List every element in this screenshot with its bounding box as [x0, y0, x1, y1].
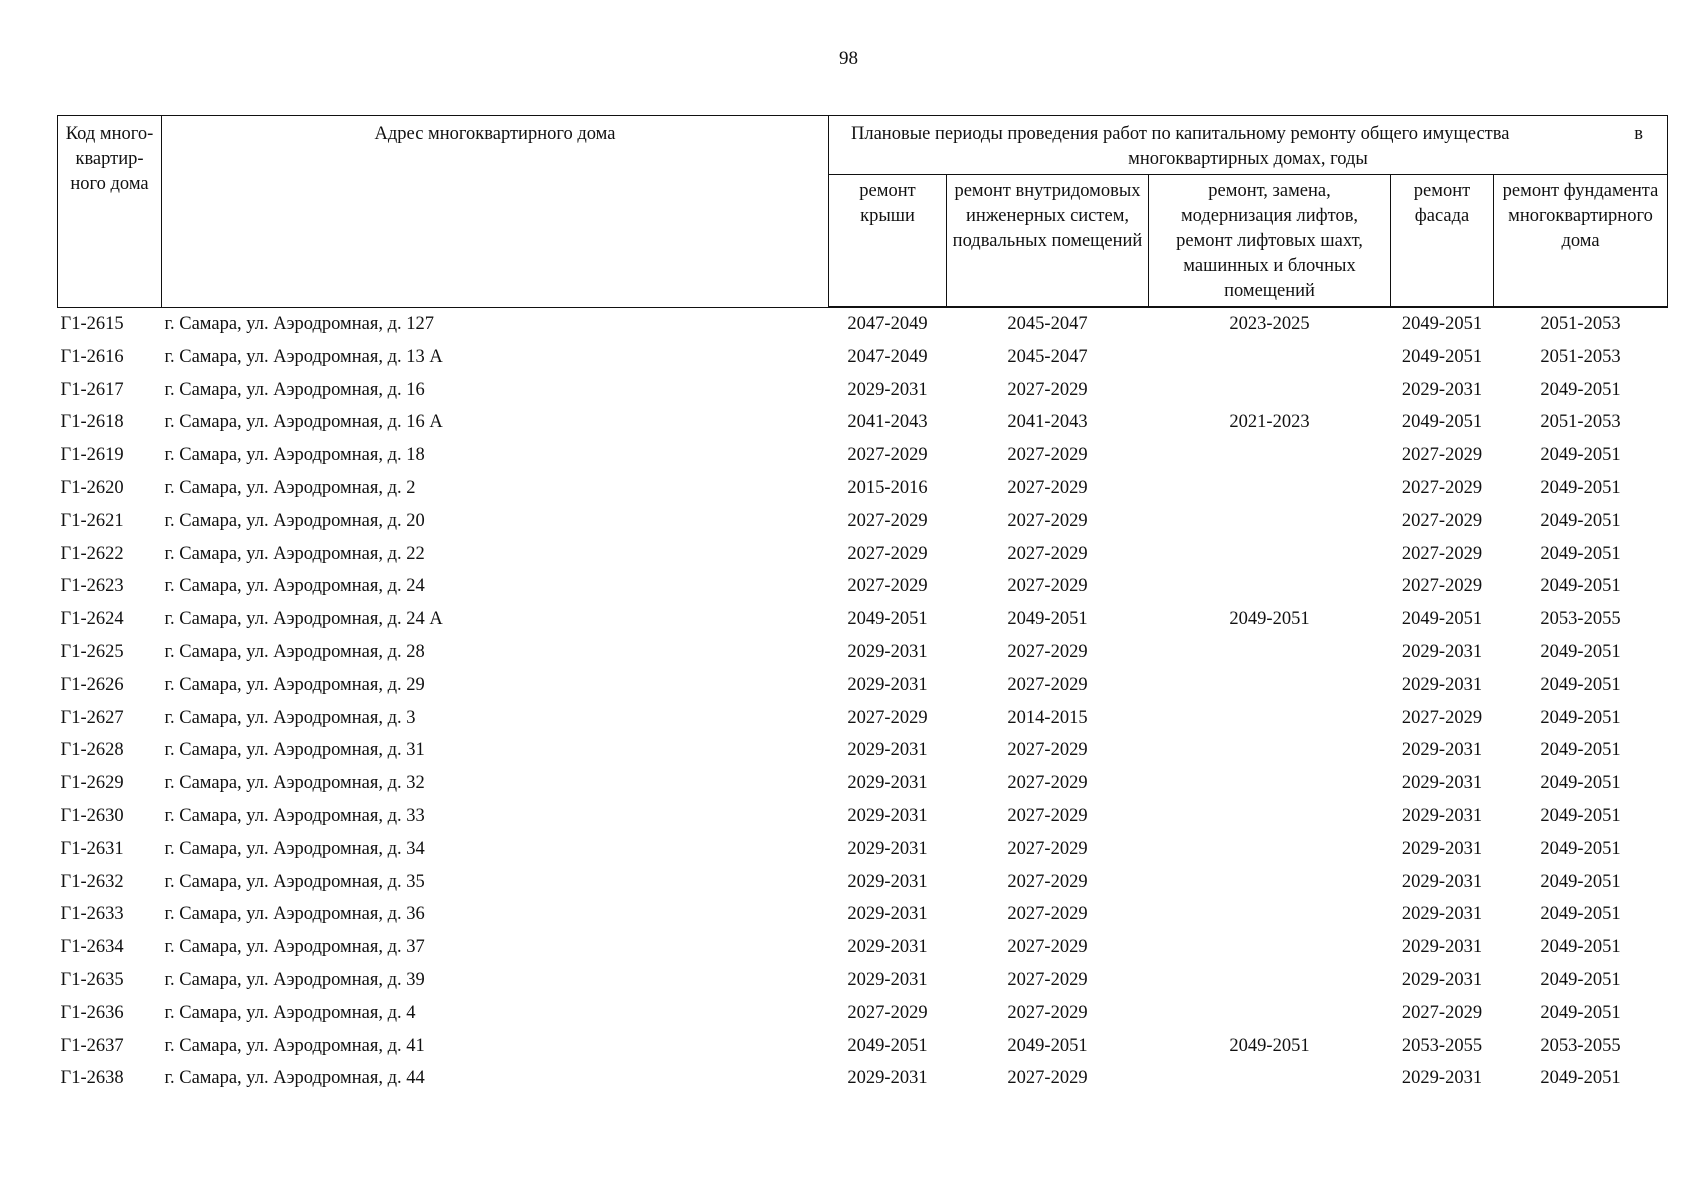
- cell-facade: 2027-2029: [1401, 477, 1483, 498]
- cell-address: г. Самара, ул. Аэродромная, д. 39: [164, 969, 425, 990]
- table-row: [58, 800, 1668, 833]
- cell-roof: 2029-2031: [847, 805, 928, 826]
- cell-foundation: 2051-2053: [1540, 412, 1621, 433]
- cell-engineering: 2045-2047: [1007, 314, 1088, 334]
- table-row: [58, 570, 1668, 603]
- table-row: [58, 538, 1668, 571]
- cell-code: Г1-2625: [60, 641, 124, 662]
- cell-elevators: [1149, 374, 1391, 407]
- cell-elevators: [1149, 800, 1391, 833]
- table-row: [58, 472, 1668, 505]
- cell-elevators: 2021-2023: [1229, 412, 1310, 433]
- cell-address: г. Самара, ул. Аэродромная, д. 3: [164, 707, 416, 728]
- page-number: 98: [839, 48, 858, 69]
- cell-elevators: [1149, 931, 1391, 964]
- table-row: [58, 669, 1668, 702]
- cell-engineering: 2027-2029: [1007, 641, 1088, 662]
- header-planned-periods: [829, 116, 1668, 175]
- table-row: [58, 406, 1668, 439]
- cell-foundation: 2049-2051: [1540, 969, 1621, 990]
- table-row: [58, 374, 1668, 407]
- cell-roof: 2029-2031: [847, 674, 928, 695]
- cell-foundation: 2049-2051: [1540, 904, 1621, 925]
- cell-elevators: [1149, 898, 1391, 931]
- cell-engineering: 2027-2029: [1007, 1002, 1088, 1023]
- cell-foundation: 2051-2053: [1540, 346, 1621, 367]
- cell-address: г. Самара, ул. Аэродромная, д. 44: [164, 1068, 425, 1089]
- table-row: [58, 1062, 1668, 1095]
- table-row: [58, 439, 1668, 472]
- cell-code: Г1-2632: [60, 871, 124, 892]
- cell-address: г. Самара, ул. Аэродромная, д. 32: [164, 773, 425, 794]
- cell-foundation: 2049-2051: [1540, 1068, 1621, 1089]
- cell-facade: 2027-2029: [1401, 543, 1483, 564]
- header-code: Код много-квартир-ного дома: [58, 116, 162, 308]
- table-row: [58, 898, 1668, 931]
- cell-code: Г1-2630: [60, 805, 124, 826]
- cell-engineering: 2049-2051: [1007, 609, 1088, 630]
- cell-roof: 2047-2049: [847, 346, 928, 367]
- cell-facade: 2029-2031: [1401, 773, 1483, 794]
- cell-code: Г1-2618: [60, 412, 124, 433]
- table-row: [58, 997, 1668, 1030]
- table-row: [58, 702, 1668, 735]
- cell-engineering: 2027-2029: [1007, 1068, 1088, 1089]
- repair-schedule-table: [57, 115, 1668, 1095]
- cell-facade: 2027-2029: [1401, 445, 1483, 466]
- cell-roof: 2027-2029: [847, 707, 928, 728]
- cell-foundation: 2049-2051: [1540, 937, 1621, 958]
- cell-facade: 2049-2051: [1401, 346, 1483, 367]
- table-row: [58, 505, 1668, 538]
- cell-code: Г1-2615: [60, 313, 124, 334]
- cell-foundation: 2049-2051: [1540, 707, 1621, 728]
- header-periods-text-years: многоквартирных домах, годы: [1128, 149, 1368, 169]
- cell-roof: 2029-2031: [847, 379, 928, 400]
- cell-elevators: [1149, 833, 1391, 866]
- cell-roof: 2041-2043: [847, 412, 928, 433]
- cell-elevators: 2049-2051: [1229, 1035, 1310, 1056]
- cell-code: Г1-2638: [60, 1068, 124, 1089]
- cell-facade: 2027-2029: [1401, 576, 1483, 597]
- cell-engineering: 2027-2029: [1007, 510, 1088, 531]
- cell-roof: 2027-2029: [847, 510, 928, 531]
- cell-facade: 2029-2031: [1401, 1068, 1483, 1089]
- cell-address: г. Самара, ул. Аэродромная, д. 13 А: [164, 346, 443, 367]
- cell-facade: 2049-2051: [1401, 412, 1483, 433]
- cell-foundation: 2049-2051: [1540, 871, 1621, 892]
- cell-engineering: 2027-2029: [1007, 477, 1088, 498]
- cell-address: г. Самара, ул. Аэродромная, д. 24 А: [164, 609, 443, 630]
- cell-foundation: 2049-2051: [1540, 477, 1621, 498]
- cell-roof: 2029-2031: [847, 969, 928, 990]
- cell-foundation: 2049-2051: [1540, 740, 1621, 761]
- cell-foundation: 2049-2051: [1540, 379, 1621, 400]
- header-foundation: ремонт фундамента многоквартирного дома: [1494, 175, 1668, 308]
- table-row: [58, 1030, 1668, 1063]
- cell-address: г. Самара, ул. Аэродромная, д. 41: [164, 1035, 425, 1056]
- cell-address: г. Самара, ул. Аэродромная, д. 31: [164, 740, 425, 761]
- cell-address: г. Самара, ул. Аэродромная, д. 36: [164, 904, 425, 925]
- cell-elevators: [1149, 505, 1391, 538]
- table-row: [58, 833, 1668, 866]
- cell-foundation: 2049-2051: [1540, 773, 1621, 794]
- cell-code: Г1-2620: [60, 477, 124, 498]
- cell-elevators: [1149, 636, 1391, 669]
- cell-foundation: 2049-2051: [1540, 576, 1621, 597]
- table-row: [58, 341, 1668, 374]
- cell-elevators: [1149, 669, 1391, 702]
- cell-elevators: [1149, 341, 1391, 374]
- table-row: [58, 964, 1668, 997]
- cell-address: г. Самара, ул. Аэродромная, д. 16: [164, 379, 425, 400]
- cell-foundation: 2049-2051: [1540, 805, 1621, 826]
- cell-elevators: [1149, 570, 1391, 603]
- cell-address: г. Самара, ул. Аэродромная, д. 22: [164, 543, 425, 564]
- header-address: Адрес многоквартирного дома: [162, 116, 829, 308]
- cell-foundation: 2053-2055: [1540, 609, 1621, 630]
- cell-facade: 2029-2031: [1401, 904, 1483, 925]
- cell-code: Г1-2626: [60, 674, 124, 695]
- cell-foundation: 2049-2051: [1540, 1002, 1621, 1023]
- cell-facade: 2049-2051: [1401, 314, 1483, 334]
- cell-engineering: 2045-2047: [1007, 346, 1088, 367]
- cell-engineering: 2027-2029: [1007, 445, 1088, 466]
- cell-roof: 2029-2031: [847, 1068, 928, 1089]
- cell-facade: 2029-2031: [1401, 740, 1483, 761]
- table-row: [58, 603, 1668, 636]
- cell-address: г. Самара, ул. Аэродромная, д. 18: [164, 445, 425, 466]
- cell-engineering: 2027-2029: [1007, 576, 1088, 597]
- cell-code: Г1-2623: [60, 576, 124, 597]
- table-row: [58, 307, 1668, 341]
- cell-address: г. Самара, ул. Аэродромная, д. 37: [164, 937, 425, 958]
- cell-engineering: 2041-2043: [1007, 412, 1088, 433]
- cell-roof: 2029-2031: [847, 937, 928, 958]
- cell-elevators: [1149, 767, 1391, 800]
- cell-roof: 2029-2031: [847, 838, 928, 859]
- cell-address: г. Самара, ул. Аэродромная, д. 127: [164, 313, 435, 334]
- cell-roof: 2029-2031: [847, 740, 928, 761]
- cell-elevators: [1149, 997, 1391, 1030]
- cell-engineering: 2027-2029: [1007, 969, 1088, 990]
- cell-facade: 2029-2031: [1401, 379, 1483, 400]
- cell-facade: 2027-2029: [1401, 1002, 1483, 1023]
- cell-code: Г1-2621: [60, 510, 124, 531]
- cell-facade: 2027-2029: [1401, 510, 1483, 531]
- cell-engineering: 2027-2029: [1007, 773, 1088, 794]
- cell-roof: 2027-2029: [847, 1002, 928, 1023]
- cell-roof: 2029-2031: [847, 871, 928, 892]
- cell-address: г. Самара, ул. Аэродромная, д. 4: [164, 1002, 416, 1023]
- cell-foundation: 2051-2053: [1540, 314, 1621, 334]
- cell-elevators: [1149, 472, 1391, 505]
- cell-roof: 2027-2029: [847, 543, 928, 564]
- header-periods-text-v: в: [1634, 124, 1643, 144]
- cell-address: г. Самара, ул. Аэродромная, д. 2: [164, 477, 416, 498]
- cell-facade: 2049-2051: [1401, 609, 1483, 630]
- cell-engineering: 2027-2029: [1007, 805, 1088, 826]
- cell-engineering: 2027-2029: [1007, 904, 1088, 925]
- cell-elevators: [1149, 964, 1391, 997]
- cell-foundation: 2049-2051: [1540, 510, 1621, 531]
- cell-facade: 2029-2031: [1401, 805, 1483, 826]
- cell-foundation: 2049-2051: [1540, 543, 1621, 564]
- cell-facade: 2029-2031: [1401, 937, 1483, 958]
- cell-roof: 2049-2051: [847, 609, 928, 630]
- cell-foundation: 2049-2051: [1540, 445, 1621, 466]
- cell-code: Г1-2637: [60, 1035, 124, 1056]
- table-row: [58, 866, 1668, 899]
- cell-elevators: [1149, 702, 1391, 735]
- cell-facade: 2027-2029: [1401, 707, 1483, 728]
- cell-foundation: 2049-2051: [1540, 838, 1621, 859]
- cell-roof: 2049-2051: [847, 1035, 928, 1056]
- cell-address: г. Самара, ул. Аэродромная, д. 35: [164, 871, 425, 892]
- cell-roof: 2029-2031: [847, 773, 928, 794]
- cell-engineering: 2027-2029: [1007, 379, 1088, 400]
- cell-roof: 2027-2029: [847, 576, 928, 597]
- cell-address: г. Самара, ул. Аэродромная, д. 20: [164, 510, 425, 531]
- cell-facade: 2029-2031: [1401, 674, 1483, 695]
- cell-roof: 2029-2031: [847, 904, 928, 925]
- cell-elevators: 2049-2051: [1229, 609, 1310, 630]
- cell-code: Г1-2634: [60, 937, 124, 958]
- table-row: [58, 931, 1668, 964]
- cell-engineering: 2027-2029: [1007, 871, 1088, 892]
- cell-elevators: [1149, 734, 1391, 767]
- cell-address: г. Самара, ул. Аэродромная, д. 28: [164, 641, 425, 662]
- cell-facade: 2029-2031: [1401, 969, 1483, 990]
- cell-code: Г1-2627: [60, 707, 124, 728]
- cell-engineering: 2027-2029: [1007, 937, 1088, 958]
- cell-code: Г1-2616: [60, 346, 124, 367]
- cell-code: Г1-2628: [60, 740, 124, 761]
- header-facade: ремонт фасада: [1391, 175, 1494, 308]
- header-roof: ремонт крыши: [829, 175, 947, 308]
- cell-address: г. Самара, ул. Аэродромная, д. 24: [164, 576, 425, 597]
- cell-engineering: 2027-2029: [1007, 543, 1088, 564]
- cell-code: Г1-2619: [60, 445, 124, 466]
- cell-facade: 2029-2031: [1401, 838, 1483, 859]
- cell-code: Г1-2636: [60, 1002, 124, 1023]
- cell-engineering: 2027-2029: [1007, 838, 1088, 859]
- cell-address: г. Самара, ул. Аэродромная, д. 29: [164, 674, 425, 695]
- cell-address: г. Самара, ул. Аэродромная, д. 34: [164, 838, 425, 859]
- table-row: [58, 767, 1668, 800]
- cell-elevators: [1149, 439, 1391, 472]
- cell-roof: 2029-2031: [847, 641, 928, 662]
- cell-facade: 2029-2031: [1401, 871, 1483, 892]
- cell-roof: 2047-2049: [847, 314, 928, 334]
- cell-roof: 2015-2016: [847, 477, 928, 498]
- cell-code: Г1-2631: [60, 838, 124, 859]
- table-body: [58, 307, 1668, 1095]
- cell-facade: 2053-2055: [1401, 1035, 1483, 1056]
- cell-address: г. Самара, ул. Аэродромная, д. 33: [164, 805, 425, 826]
- header-elevators: ремонт, замена, модернизация лифтов, ремонт лифтовых шахт, машинных и блочных помещений: [1149, 175, 1391, 308]
- cell-code: Г1-2629: [60, 773, 124, 794]
- table-header: [58, 116, 1668, 308]
- cell-code: Г1-2622: [60, 543, 124, 564]
- cell-engineering: 2027-2029: [1007, 740, 1088, 761]
- cell-facade: 2029-2031: [1401, 641, 1483, 662]
- cell-roof: 2027-2029: [847, 445, 928, 466]
- cell-elevators: [1149, 1062, 1391, 1095]
- cell-elevators: 2023-2025: [1229, 314, 1310, 334]
- cell-foundation: 2053-2055: [1540, 1035, 1621, 1056]
- cell-code: Г1-2617: [60, 379, 124, 400]
- cell-foundation: 2049-2051: [1540, 641, 1621, 662]
- table-row: [58, 636, 1668, 669]
- cell-engineering: 2049-2051: [1007, 1035, 1088, 1056]
- cell-foundation: 2049-2051: [1540, 674, 1621, 695]
- cell-code: Г1-2633: [60, 904, 124, 925]
- cell-elevators: [1149, 538, 1391, 571]
- header-periods-text: Плановые периоды проведения работ по капитальному ремонту общего имущества: [851, 124, 1510, 144]
- cell-address: г. Самара, ул. Аэродромная, д. 16 А: [164, 412, 443, 433]
- cell-engineering: 2027-2029: [1007, 674, 1088, 695]
- cell-code: Г1-2624: [60, 609, 124, 630]
- cell-elevators: [1149, 866, 1391, 899]
- cell-engineering: 2014-2015: [1007, 707, 1088, 728]
- table-row: [58, 734, 1668, 767]
- cell-code: Г1-2635: [60, 969, 124, 990]
- header-engineering: ремонт внутридомовых инженерных систем, подвальных помещений: [947, 175, 1149, 308]
